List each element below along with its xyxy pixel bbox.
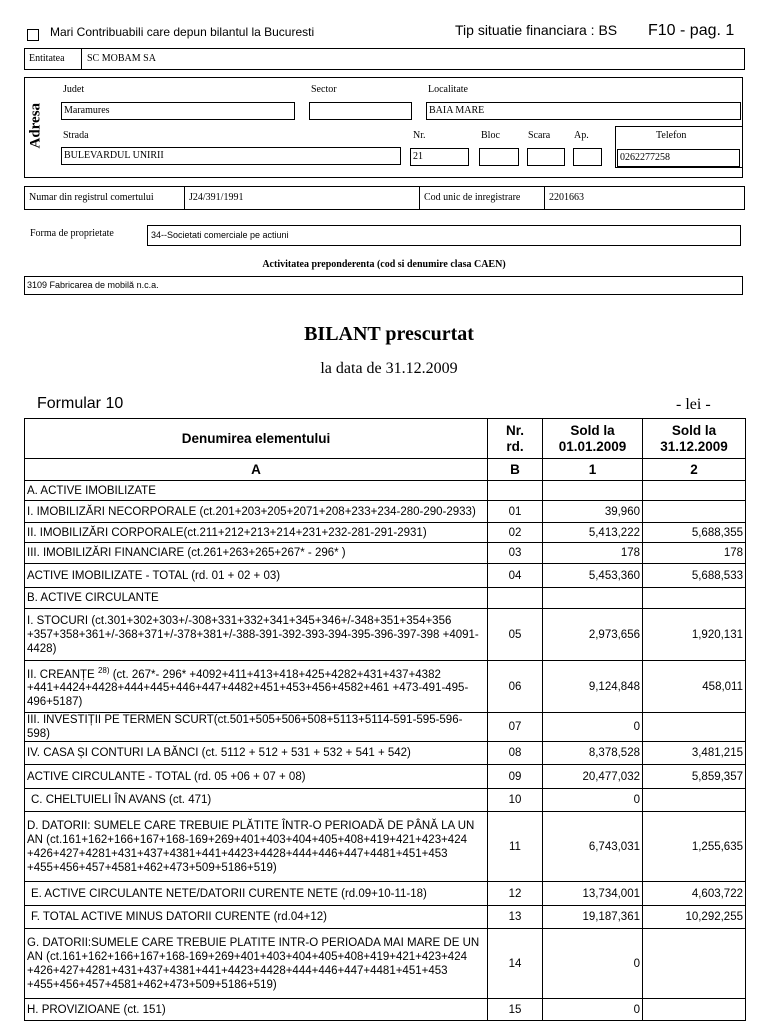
table-row: I. STOCURI (ct.301+302+303+/-308+331+332+341+345+346+/-348+351+354+356 +357+358+361+/-368+371+/-378+381+/-388-391-392-393-394-395-396-397-398 +4091-4428) 05 2,973,656 1,920,131 <box>25 609 746 661</box>
proprietate-field[interactable] <box>147 225 741 246</box>
cui-value: 2201663 <box>549 192 584 203</box>
telefon-field[interactable]: 0262277258 <box>617 149 740 167</box>
judet-label: Judet <box>63 84 85 95</box>
table-row: B. ACTIVE CIRCULANTE <box>25 588 746 609</box>
table-row: II. IMOBILIZĂRI CORPORALE(ct.211+212+213+214+231+232-281-291-2931) 02 5,413,222 5,688,355 <box>25 523 746 543</box>
header-sold-1: Sold la 01.01.2009 <box>543 419 643 459</box>
registru-divider-3 <box>544 187 545 209</box>
bilant-table <box>24 418 746 1021</box>
registru-divider-1 <box>184 187 185 209</box>
scara-field[interactable] <box>527 148 565 166</box>
adresa-title: Adresa <box>27 102 44 149</box>
scara-label: Scara <box>528 130 551 141</box>
header-sold-2: Sold la 31.12.2009 <box>643 419 746 459</box>
page-title: BILANT prescurtat <box>304 323 474 345</box>
ap-label: Ap. <box>574 130 589 141</box>
caen-field[interactable] <box>24 276 743 295</box>
mari-contribuabili-checkbox[interactable] <box>27 29 39 41</box>
table-row: C. CHELTUIELI ÎN AVANS (ct. 471) 10 0 <box>25 789 746 812</box>
registru-row <box>24 186 745 210</box>
table-row: E. ACTIVE CIRCULANTE NETE/DATORII CURENTE NETE (rd.09+10-11-18) 12 13,734,001 4,603,722 <box>25 882 746 906</box>
bloc-label: Bloc <box>481 130 500 141</box>
checkbox-label: Mari Contribuabili care depun bilantul la Bucuresti <box>50 25 315 39</box>
telefon-label: Telefon <box>656 130 687 141</box>
strada-field[interactable]: BULEVARDUL UNIRII <box>61 147 401 165</box>
sector-label: Sector <box>311 84 337 95</box>
table-row: IV. CASA ȘI CONTURI LA BĂNCI (ct. 5112 + 512 + 531 + 532 + 541 + 542) 08 8,378,528 3,481,215 <box>25 742 746 765</box>
table-row: H. PROVIZIOANE (ct. 151) 15 0 <box>25 999 746 1021</box>
registru-divider-2 <box>419 187 420 209</box>
nr-field[interactable]: 21 <box>410 148 469 166</box>
table-row: I. IMOBILIZĂRI NECORPORALE (ct.201+203+205+2071+208+233+234-280-290-2933) 01 39,960 <box>25 501 746 523</box>
table-row: G. DATORII:SUMELE CARE TREBUIE PLATITE INTR-O PERIOADA MAI MARE DE UN AN (ct.161+162+166+167+168-169+269+401+403+404+405+408+419+421+423+424 +426+427+4281+431+437+4381+441+4423+4428+444+446+447+4481+451+453 +455+456+457+4581+462+473+509+5186+519) 14 0 <box>25 929 746 999</box>
entitate-label: Entitatea <box>29 53 65 64</box>
ap-field[interactable] <box>573 148 602 166</box>
header-denumire: Denumirea elementului <box>25 419 488 459</box>
localitate-field[interactable]: BAIA MARE <box>426 102 741 120</box>
letter-b: B <box>488 459 543 481</box>
currency-label: - lei - <box>676 396 711 413</box>
localitate-label: Localitate <box>428 84 468 95</box>
bloc-field[interactable] <box>479 148 519 166</box>
nr-label: Nr. <box>413 130 426 141</box>
letter-c2: 2 <box>643 459 746 481</box>
table-row: II. CREANȚE $^{28)}$ (ct. 267*- 296* +4092+411+413+418+425+4282+431+437+4382 +441+4424+4428+444+445+446+447+4482+451+453+456+4582+461 +473-491-495-496+5187) 06 9,124,848 458,011 <box>25 661 746 713</box>
entitate-value: SC MOBAM SA <box>87 53 156 64</box>
table-row: ACTIVE IMOBILIZATE - TOTAL (rd. 01 + 02 + 03) 04 5,453,360 5,688,533 <box>25 564 746 588</box>
caen-label: Activitatea preponderenta (cod si denumire clasa CAEN) <box>262 259 506 270</box>
entitate-divider <box>81 49 82 69</box>
judet-field[interactable]: Maramures <box>61 102 295 120</box>
formular-label: Formular 10 <box>37 395 124 412</box>
table-row: F. TOTAL ACTIVE MINUS DATORII CURENTE (rd.04+12) 13 19,187,361 10,292,255 <box>25 906 746 929</box>
page-subtitle: la data de 31.12.2009 <box>320 360 458 377</box>
page-ref: F10 - pag. 1 <box>648 22 735 39</box>
cui-label: Cod unic de inregistrare <box>424 192 521 203</box>
table-row: III. IMOBILIZĂRI FINANCIARE (ct.261+263+265+267* - 296* ) 03 178 178 <box>25 543 746 564</box>
registru-label: Numar din registrul comertului <box>29 192 154 203</box>
caen-value: 3109 Fabricarea de mobilă n.c.a. <box>27 280 159 290</box>
table-row: D. DATORII: SUMELE CARE TREBUIE PLĂTITE ÎNTR-O PERIOADĂ DE PÂNĂ LA UN AN (ct.161+162+166+167+168-169+269+401+403+404+405+408+419+421+423+424 +426+427+4281+431+437+4381+441+4423+4428+444+446+447+4481+451+453 +455+456+457+4581+462+473+509+5186+519) 11 6,743,031 1,255,635 <box>25 812 746 882</box>
registru-value: J24/391/1991 <box>189 192 244 203</box>
letter-a: A <box>25 459 488 481</box>
table-row: ACTIVE CIRCULANTE - TOTAL (rd. 05 +06 + 07 + 08) 09 20,477,032 5,859,357 <box>25 765 746 789</box>
proprietate-label: Forma de proprietate <box>30 228 114 239</box>
table-row: A. ACTIVE IMOBILIZATE <box>25 481 746 501</box>
header-nr: Nr. rd. <box>488 419 543 459</box>
strada-label: Strada <box>63 130 89 141</box>
tip-situatie: Tip situatie financiara : BS <box>455 22 618 38</box>
letter-c1: 1 <box>543 459 643 481</box>
proprietate-value: 34--Societati comerciale pe actiuni <box>151 230 289 240</box>
table-row: III. INVESTIȚII PE TERMEN SCURT(ct.501+505+506+508+5113+5114-591-595-596-598) 07 0 <box>25 713 746 742</box>
sector-field[interactable] <box>309 102 412 120</box>
entitate-row <box>24 48 745 70</box>
